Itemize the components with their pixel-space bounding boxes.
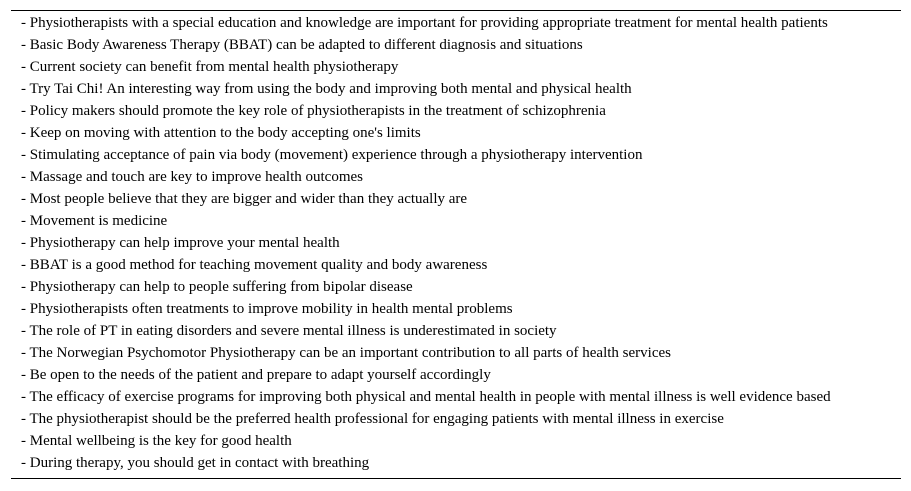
statement-item: - During therapy, you should get in contact with breathing [21,455,370,471]
statement-item: - Physiotherapists often treatments to improve mobility in health mental problems [21,301,513,317]
statement-item: - The Norwegian Psychomotor Physiotherapy can be an important contribution to all parts of health services [21,345,671,361]
statement-item: - Physiotherapy can help improve your mental health [21,235,340,251]
statement-item: - The role of PT in eating disorders and severe mental illness is underestimated in society [21,323,557,339]
statement-item: - The efficacy of exercise programs for improving both physical and mental health in people with mental illness is well evidence based [21,389,831,405]
statements-table [11,10,901,479]
statement-item: - Stimulating acceptance of pain via body (movement) experience through a physiotherapy intervention [21,147,643,163]
statement-item: - Physiotherapy can help to people suffering from bipolar disease [21,279,413,295]
statement-item: - Movement is medicine [21,213,168,229]
statement-item: - Physiotherapists with a special education and knowledge are important for providing appropriate treatment for mental health patients [21,15,828,31]
statement-item: - BBAT is a good method for teaching movement quality and body awareness [21,257,488,273]
statement-item: - Try Tai Chi! An interesting way from using the body and improving both mental and physical health [21,81,632,97]
statement-list [21,12,831,474]
statement-item: - Be open to the needs of the patient and prepare to adapt yourself accordingly [21,367,491,383]
statement-item: - Most people believe that they are bigger and wider than they actually are [21,191,468,207]
statement-item: - The physiotherapist should be the preferred health professional for engaging patients with mental illness in exercise [21,411,724,427]
statement-item: - Keep on moving with attention to the body accepting one's limits [21,125,421,141]
statement-item: - Basic Body Awareness Therapy (BBAT) can be adapted to different diagnosis and situations [21,37,583,53]
statement-item: - Policy makers should promote the key role of physiotherapists in the treatment of schizophrenia [21,103,606,119]
statement-item: - Current society can benefit from mental health physiotherapy [21,59,399,75]
statement-item: - Mental wellbeing is the key for good health [21,433,292,449]
statement-item: - Massage and touch are key to improve health outcomes [21,169,363,185]
